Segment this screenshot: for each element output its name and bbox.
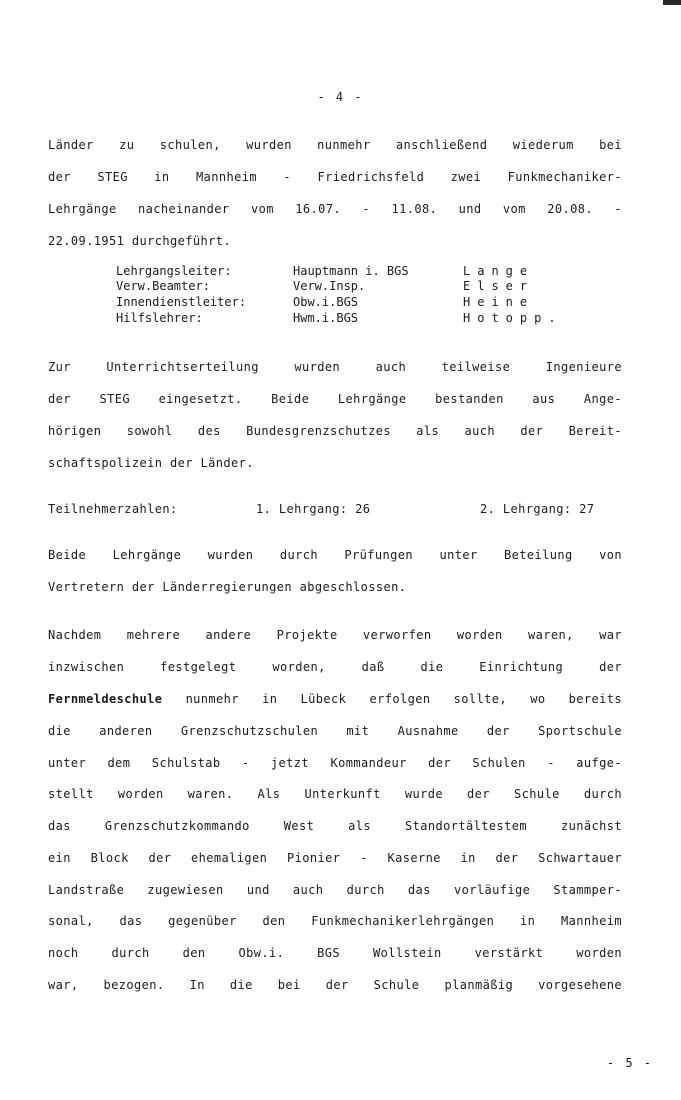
staff-name: Heine <box>463 295 535 309</box>
text-line: inzwischen festgelegt worden, daß die Einrichtung der <box>48 660 622 674</box>
participants-course2: 2. Lehrgang: 27 <box>480 502 595 516</box>
staff-role: Hilfslehrer: <box>116 311 203 325</box>
text-line: stellt worden waren. Als Unterkunft wurde der Schule durch <box>48 787 622 801</box>
text-line: Vertretern der Länderregierungen abgeschlossen. <box>48 580 407 594</box>
bold-term: Fernmeldeschule <box>48 692 163 706</box>
staff-rank: Hauptmann i. BGS <box>293 264 409 278</box>
staff-name: Lange <box>463 264 535 278</box>
text-line: Nachdem mehrere andere Projekte verworfen worden waren, war <box>48 628 622 642</box>
participants-label: Teilnehmerzahlen: <box>48 502 178 516</box>
text-line-fernmeldeschule <box>48 691 622 707</box>
staff-rank: Hwm.i.BGS <box>293 311 359 325</box>
text-line: Landstraße zugewiesen und auch durch das vorläufige Stammper- <box>48 883 622 897</box>
staff-role: Verw.Beamter: <box>116 279 210 293</box>
next-page-number: - 5 - <box>606 1056 653 1070</box>
text-line: noch durch den Obw.i. BGS Wollstein verstärkt worden <box>48 946 622 960</box>
staff-rank: Obw.i.BGS <box>293 295 359 309</box>
text-line: unter dem Schulstab - jetzt Kommandeur der Schulen - aufge- <box>48 756 622 770</box>
text-line: sonal, das gegenüber den Funkmechanikerlehrgängen in Mannheim <box>48 914 622 928</box>
text-fragment: nunmehr in Lübeck erfolgen sollte, wo bereits <box>185 692 623 706</box>
staff-rank: Verw.Insp. <box>293 279 366 293</box>
text-line: der STEG eingesetzt. Beide Lehrgänge bestanden aus Ange- <box>48 392 622 406</box>
text-line: Lehrgänge nacheinander vom 16.07. - 11.08. und vom 20.08. - <box>48 202 622 216</box>
text-line: 22.09.1951 durchgeführt. <box>48 234 231 248</box>
text-line: Beide Lehrgänge wurden durch Prüfungen unter Beteilung von <box>48 548 622 562</box>
text-line: war, bezogen. In die bei der Schule planmäßig vorgesehene <box>48 978 622 992</box>
text-line: Zur Unterrichtserteilung wurden auch teilweise Ingenieure <box>48 360 622 374</box>
text-line: der STEG in Mannheim - Friedrichsfeld zwei Funkmechaniker- <box>48 170 622 184</box>
text-line: schaftspolizein der Länder. <box>48 456 254 470</box>
text-line: die anderen Grenzschutzschulen mit Ausnahme der Sportschule <box>48 724 622 738</box>
text-line: das Grenzschutzkommando West als Standortältestem zunächst <box>48 819 622 833</box>
staff-role: Lehrgangsleiter: <box>116 264 232 278</box>
scan-edge-mark <box>663 0 681 5</box>
text-line: ein Block der ehemaligen Pionier - Kaserne in der Schwartauer <box>48 851 622 865</box>
page-number: - 4 - <box>317 90 364 104</box>
staff-name: Hotopp. <box>463 311 563 325</box>
staff-role: Innendienstleiter: <box>116 295 247 309</box>
participants-course1: 1. Lehrgang: 26 <box>256 502 371 516</box>
text-line: Länder zu schulen, wurden nunmehr anschließend wiederum bei <box>48 138 622 152</box>
text-line: hörigen sowohl des Bundesgrenzschutzes als auch der Bereit- <box>48 424 622 438</box>
staff-name: Elser <box>463 279 535 293</box>
